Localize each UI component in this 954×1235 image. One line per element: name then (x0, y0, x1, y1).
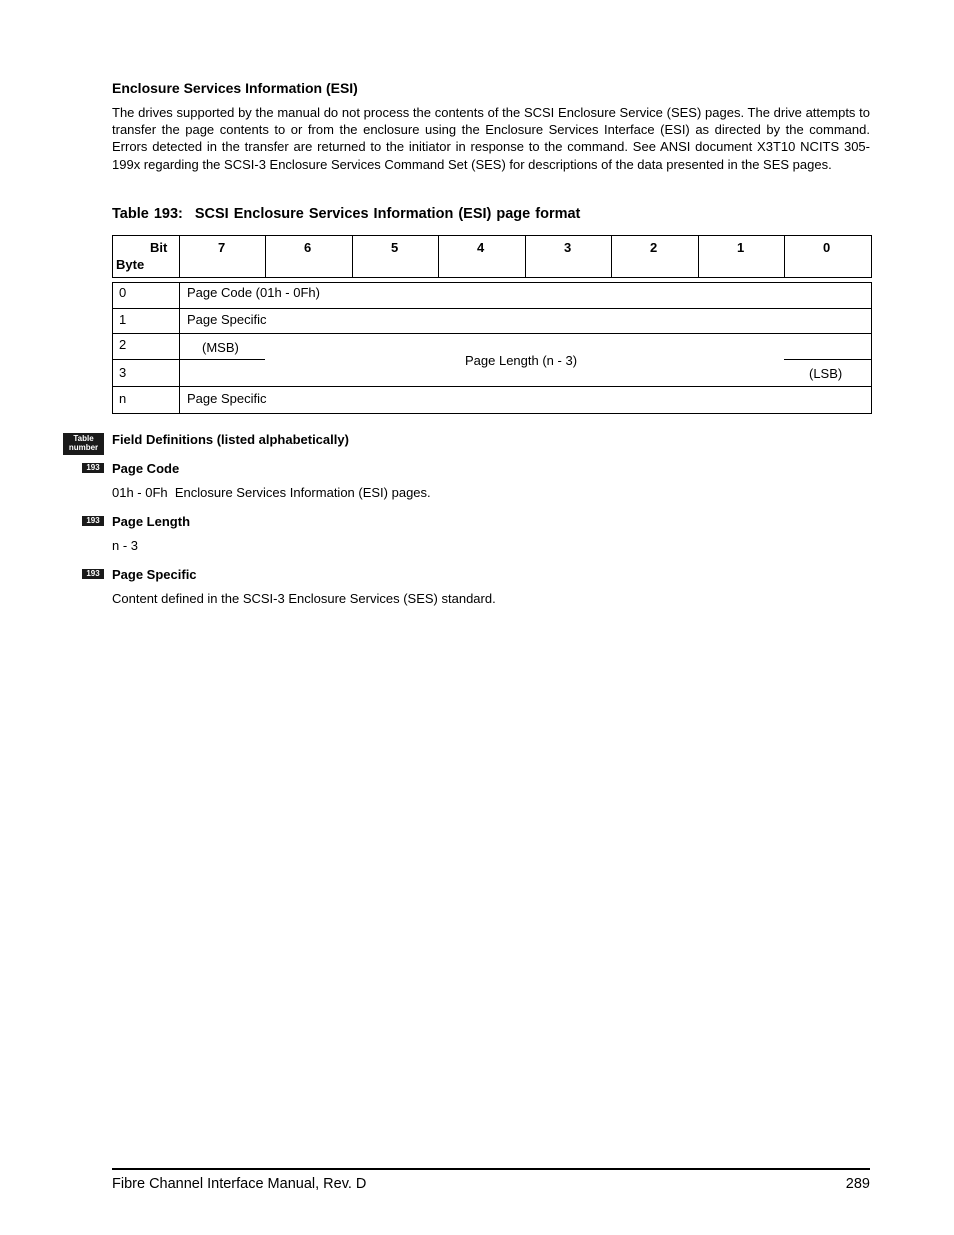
row-byte-n: n (119, 391, 127, 406)
header-byte-label: Byte (116, 257, 145, 272)
tag-line-2: number (68, 443, 99, 452)
table-number-tag (63, 433, 104, 455)
bit-7-header: 7 (218, 240, 226, 255)
row-byte-1: 1 (119, 312, 127, 327)
footer-title: Fibre Channel Interface Manual, Rev. D (112, 1176, 367, 1192)
section-title: Enclosure Services Information (ESI) (112, 80, 358, 96)
field-name-page-length: Page Length (112, 514, 191, 529)
bit-6-header: 6 (304, 240, 312, 255)
row-byte-0: 0 (119, 285, 127, 300)
page-length-field: Page Length (n - 3) (465, 353, 578, 368)
table-number: Table 193: (112, 206, 183, 222)
field-desc-page-length: n - 3 (112, 538, 139, 553)
bit-4-header: 4 (477, 240, 485, 255)
bit-3-header: 3 (564, 240, 572, 255)
field-tag-page-specific: 193 (82, 569, 104, 579)
bit-0-header: 0 (823, 240, 831, 255)
field-desc-page-code: 01h - 0Fh Enclosure Services Information (ESI) pages. (112, 485, 431, 500)
msb-label: (MSB) (202, 340, 239, 355)
field-tag-page-length: 193 (82, 516, 104, 526)
esi-page-format-table (112, 235, 872, 414)
header-bit-label: Bit (150, 240, 168, 255)
tag-line-1: Table (73, 434, 94, 443)
row-0-content: Page Code (01h - 0Fh) (187, 285, 320, 300)
row-n-content: Page Specific (187, 391, 267, 406)
field-desc-page-specific: Content defined in the SCSI-3 Enclosure Services (SES) standard. (112, 591, 496, 606)
page-number: 289 (845, 1176, 870, 1192)
table-header-row (112, 235, 872, 278)
row-byte-3: 3 (119, 365, 127, 380)
field-tag-page-code: 193 (82, 463, 104, 473)
bit-1-header: 1 (737, 240, 745, 255)
bit-2-header: 2 (650, 240, 658, 255)
row-byte-2: 2 (119, 337, 127, 352)
table-caption (112, 206, 580, 222)
field-name-page-code: Page Code (112, 461, 180, 476)
field-name-page-specific: Page Specific (112, 567, 197, 582)
table-title: SCSI Enclosure Services Information (ESI) page format (194, 206, 581, 222)
footer-rule (112, 1168, 870, 1170)
field-definitions-heading: Field Definitions (listed alphabetically) (112, 432, 349, 447)
intro-paragraph: The drives supported by the manual do not process the contents of the SCSI Enclosure Service (SES) pages. The drive attempts to transfer the page contents to or from the enclosure using the Enclosure Services Interface (ESI) as directed by the command. Errors detected in the transfer are returned to the initiator in response to the command. See ANSI document X3T10 NCITS 305-199x regarding the SCSI-3 Enclosure Services Command Set (SES) for descriptions of the data presented in the SES pages. (112, 105, 870, 172)
row-1-content: Page Specific (187, 312, 267, 327)
bit-5-header: 5 (391, 240, 399, 255)
lsb-label: (LSB) (809, 366, 843, 381)
